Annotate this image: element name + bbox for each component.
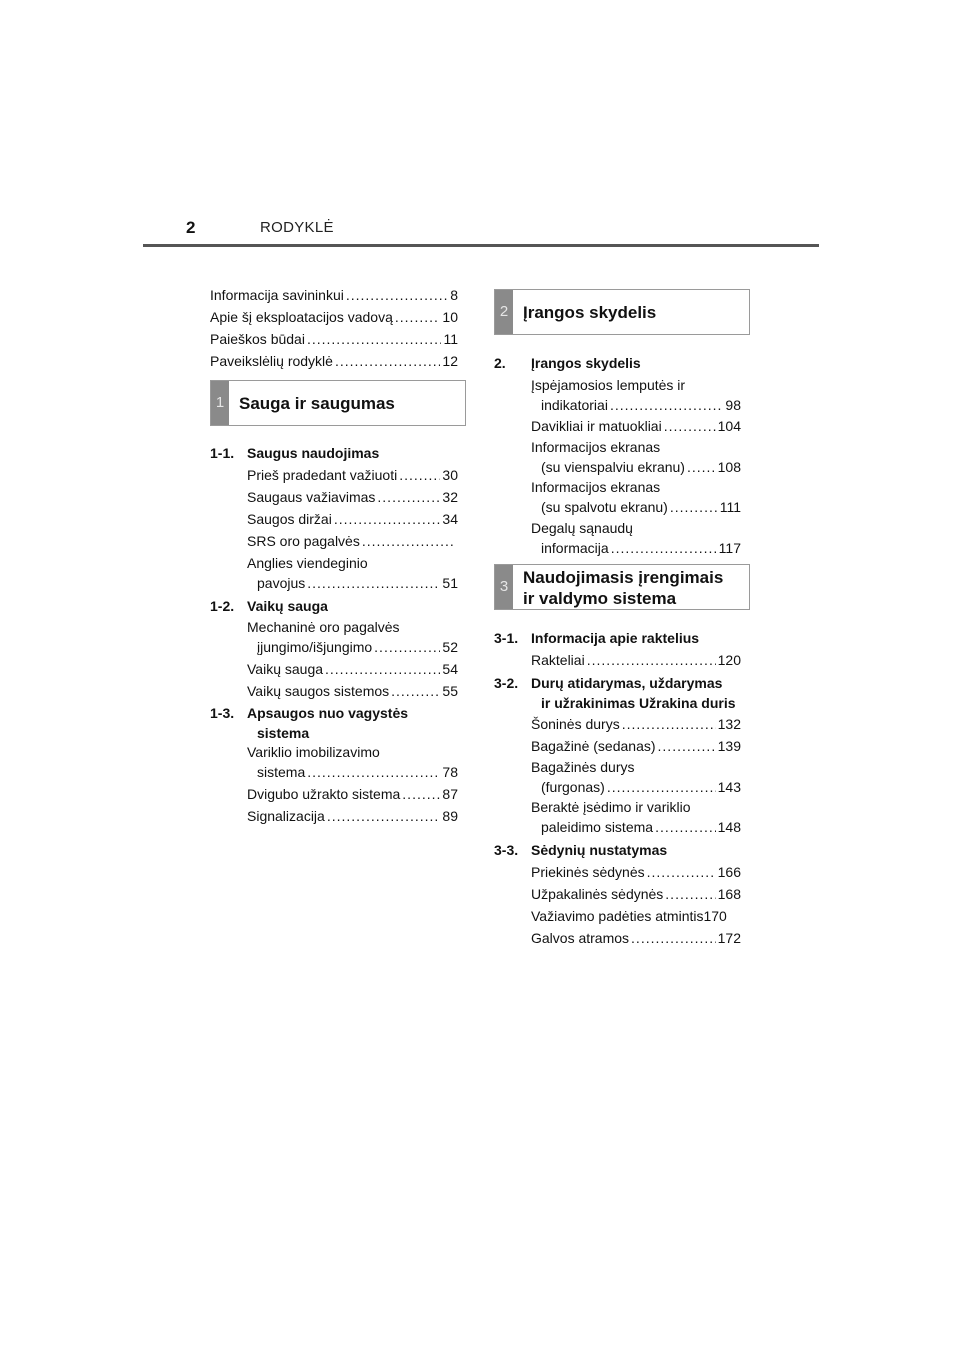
- toc-entry[interactable]: [541, 457, 741, 478]
- section-number: 2.: [494, 355, 506, 371]
- toc-entry[interactable]: [541, 777, 741, 798]
- section-number: 1-2.: [210, 598, 235, 614]
- toc-entry-title-continued: pavojus: [257, 575, 306, 591]
- toc-entry-page: 139: [717, 738, 741, 754]
- toc-entry-title: Vaikų sauga: [247, 661, 324, 677]
- section-number: 3-1.: [494, 630, 519, 646]
- leader-dots: [587, 650, 716, 671]
- chapter-tab-number: 2: [495, 290, 513, 334]
- leader-dots: [610, 395, 723, 416]
- section-title: Sėdynių nustatymas: [531, 842, 668, 858]
- toc-entry[interactable]: [531, 906, 727, 927]
- leader-dots: [670, 497, 718, 518]
- leader-dots: [611, 538, 717, 559]
- toc-entry-page: 172: [717, 930, 741, 946]
- toc-entry[interactable]: [541, 538, 741, 559]
- toc-entry-title: Davikliai ir matuokliai: [531, 418, 662, 434]
- leader-dots: [307, 573, 440, 594]
- leader-dots: [327, 806, 441, 827]
- toc-entry-title: Vaikų saugos sistemos: [247, 683, 390, 699]
- section-heading[interactable]: [494, 840, 667, 861]
- toc-entry-page: 52: [442, 639, 458, 655]
- toc-entry-title-continued: informacija: [541, 540, 609, 556]
- toc-entry-title: Prieš pradedant važiuoti: [247, 467, 398, 483]
- toc-entry-title: Bagažinė (sedanas): [531, 738, 656, 754]
- toc-entry-page: 78: [442, 764, 458, 780]
- section-title: Apsaugos nuo vagystės: [247, 705, 409, 721]
- toc-entry[interactable]: [247, 509, 458, 530]
- toc-entry[interactable]: [257, 637, 458, 658]
- leader-dots: [664, 416, 716, 437]
- toc-entry-page: 54: [442, 661, 458, 677]
- section-heading-continued: sistema: [257, 725, 310, 741]
- toc-entry[interactable]: [247, 465, 458, 486]
- toc-entry-title: Paieškos būdai: [210, 331, 305, 347]
- section-title: Vaikų sauga: [247, 598, 328, 614]
- section-heading[interactable]: [494, 628, 699, 649]
- toc-entry-title[interactable]: Anglies viendeginio: [247, 555, 368, 571]
- toc-entry[interactable]: [210, 307, 458, 328]
- leader-dots: [395, 307, 441, 328]
- toc-entry-title[interactable]: Mechaninė oro pagalvės: [247, 619, 400, 635]
- toc-entry-page: 120: [717, 652, 741, 668]
- toc-entry-title: Paveikslėlių rodyklė: [210, 353, 333, 369]
- toc-entry[interactable]: [247, 784, 458, 805]
- chapter-tab-number: 1: [211, 381, 229, 425]
- toc-entry-page: 168: [717, 886, 741, 902]
- toc-entry-page: 132: [717, 716, 741, 732]
- toc-entry-title: Šoninės durys: [531, 716, 620, 732]
- toc-entry[interactable]: [531, 714, 741, 735]
- toc-entry-title-continued: (su spalvotu ekranu): [541, 499, 668, 515]
- toc-entry-title[interactable]: Variklio imobilizavimo: [247, 744, 380, 760]
- toc-entry-page: 51: [442, 575, 458, 591]
- toc-entry[interactable]: [531, 862, 741, 883]
- toc-entry-title: SRS oro pagalvės: [247, 533, 360, 549]
- leader-dots: [622, 714, 716, 735]
- leader-dots: [307, 329, 442, 350]
- toc-entry-page: 117: [718, 540, 741, 556]
- toc-entry[interactable]: [210, 329, 458, 350]
- leader-dots: [607, 777, 716, 798]
- section-number: 3-3.: [494, 842, 519, 858]
- toc-entry-title[interactable]: Informacijos ekranas: [531, 479, 661, 495]
- leader-dots: [687, 457, 716, 478]
- toc-entry[interactable]: [531, 928, 741, 949]
- toc-entry-title: Informacija savininkui: [210, 287, 344, 303]
- toc-entry-title-continued: indikatoriai: [541, 397, 608, 413]
- toc-entry-page: 108: [717, 459, 741, 475]
- toc-entry-title: Signalizacija: [247, 808, 325, 824]
- leader-dots: [647, 862, 716, 883]
- toc-entry-page: 55: [442, 683, 458, 699]
- leader-dots: [346, 285, 448, 306]
- leader-dots: [335, 351, 440, 372]
- chapter-title: [523, 567, 723, 609]
- toc-entry-title: Apie šį eksploatacijos vadovą: [210, 309, 393, 325]
- toc-entry[interactable]: [541, 817, 741, 838]
- section-number: 1-1.: [210, 445, 235, 461]
- toc-entry-page: 111: [719, 499, 741, 515]
- toc-entry-title: Saugos diržai: [247, 511, 332, 527]
- toc-entry-page: 32: [442, 489, 458, 505]
- toc-entry-page: 148: [717, 819, 741, 835]
- toc-entry-title-continued: (furgonas): [541, 779, 605, 795]
- section-heading[interactable]: [210, 703, 408, 724]
- header-divider: [143, 244, 819, 247]
- leader-dots: [307, 762, 440, 783]
- toc-entry[interactable]: [531, 416, 741, 437]
- toc-entry-page: 98: [725, 397, 741, 413]
- toc-entry-page: 87: [442, 786, 458, 802]
- toc-entry-title[interactable]: Informacijos ekranas: [531, 439, 661, 455]
- toc-entry-page: 104: [717, 418, 741, 434]
- leader-dots: [377, 487, 440, 508]
- section-heading-continued: ir užrakinimas Užrakina duris: [541, 695, 736, 711]
- leader-dots: [362, 531, 456, 552]
- leader-dots: [391, 681, 440, 702]
- chapter-2-header[interactable]: [494, 289, 750, 335]
- leader-dots: [665, 884, 715, 905]
- toc-entry-page: 30: [442, 467, 458, 483]
- toc-entry[interactable]: [247, 681, 458, 702]
- toc-entry-page: 10: [442, 309, 458, 325]
- toc-entry-title: Dvigubo užrakto sistema: [247, 786, 401, 802]
- chapter-tab-number: 3: [495, 565, 513, 609]
- toc-entry-title-continued: įjungimo/išjungimo: [257, 639, 373, 655]
- leader-dots: [399, 465, 440, 486]
- toc-entry-title[interactable]: Bagažinės durys: [531, 759, 635, 775]
- toc-entry-title-continued: (su vienspalviu ekranu): [541, 459, 685, 475]
- toc-entry-title: Galvos atramos: [531, 930, 630, 946]
- toc-entry[interactable]: [210, 285, 458, 306]
- toc-entry-page: 8: [450, 287, 458, 303]
- toc-entry[interactable]: [541, 395, 741, 416]
- section-heading[interactable]: [210, 443, 379, 464]
- toc-entry-title[interactable]: Įspėjamosios lemputės ir: [531, 377, 686, 393]
- section-number: 3-2.: [494, 675, 519, 691]
- leader-dots: [631, 928, 716, 949]
- toc-entry-page: 89: [442, 808, 458, 824]
- toc-entry[interactable]: [247, 659, 458, 680]
- toc-entry-title: Rakteliai: [531, 652, 585, 668]
- chapter-title: Įrangos skydelis: [523, 302, 657, 322]
- chapter-3-header[interactable]: [494, 564, 750, 610]
- page-number: 2: [186, 218, 196, 237]
- leader-dots: [334, 509, 441, 530]
- section-title: Informacija apie raktelius: [531, 630, 700, 646]
- leader-dots: [402, 784, 440, 805]
- toc-entry-page: 143: [717, 779, 741, 795]
- toc-entry[interactable]: [257, 573, 458, 594]
- toc-entry[interactable]: [531, 884, 741, 905]
- toc-entry-title[interactable]: Beraktė įsėdimo ir variklio: [531, 799, 691, 815]
- toc-entry[interactable]: [210, 351, 458, 372]
- leader-dots: [325, 659, 440, 680]
- toc-entry-title: Priekinės sėdynės: [531, 864, 645, 880]
- section-number: 1-3.: [210, 705, 235, 721]
- toc-entry-title: Užpakalinės sėdynės: [531, 886, 664, 902]
- section-heading[interactable]: [494, 353, 641, 374]
- toc-entry-page: 12: [442, 353, 458, 369]
- toc-entry-title-continued: paleidimo sistema: [541, 819, 654, 835]
- toc-entry[interactable]: [247, 487, 458, 508]
- section-title: Įrangos skydelis: [531, 355, 641, 371]
- toc-entry[interactable]: [541, 497, 741, 518]
- toc-entry[interactable]: [531, 736, 741, 757]
- toc-entry-title: Saugaus važiavimas: [247, 489, 376, 505]
- toc-entry-page: 170: [703, 908, 727, 924]
- toc-entry[interactable]: [247, 531, 458, 552]
- chapter-title-line-2: ir valdymo sistema: [523, 589, 677, 608]
- toc-entry[interactable]: [247, 806, 458, 827]
- page-title: RODYKLĖ: [260, 219, 334, 236]
- toc-entry-page: 34: [442, 511, 458, 527]
- toc-entry-title-continued: sistema: [257, 764, 306, 780]
- toc-entry[interactable]: [257, 762, 458, 783]
- toc-entry[interactable]: [531, 650, 741, 671]
- section-heading[interactable]: [494, 673, 722, 694]
- chapter-1-header[interactable]: [210, 380, 466, 426]
- toc-entry-page: 166: [717, 864, 741, 880]
- chapter-title-line-1: Naudojimasis įrengimais: [523, 568, 724, 587]
- leader-dots: [655, 817, 716, 838]
- section-title: Saugus naudojimas: [247, 445, 380, 461]
- leader-dots: [658, 736, 716, 757]
- section-heading[interactable]: [210, 596, 328, 617]
- chapter-title: Sauga ir saugumas: [239, 393, 395, 413]
- toc-entry-title[interactable]: Degalų sąnaudų: [531, 520, 633, 536]
- toc-entry-title: Važiavimo padėties atmintis: [531, 908, 704, 924]
- toc-entry-page: 11: [443, 331, 458, 347]
- leader-dots: [374, 637, 440, 658]
- section-title: Durų atidarymas, uždarymas: [531, 675, 723, 691]
